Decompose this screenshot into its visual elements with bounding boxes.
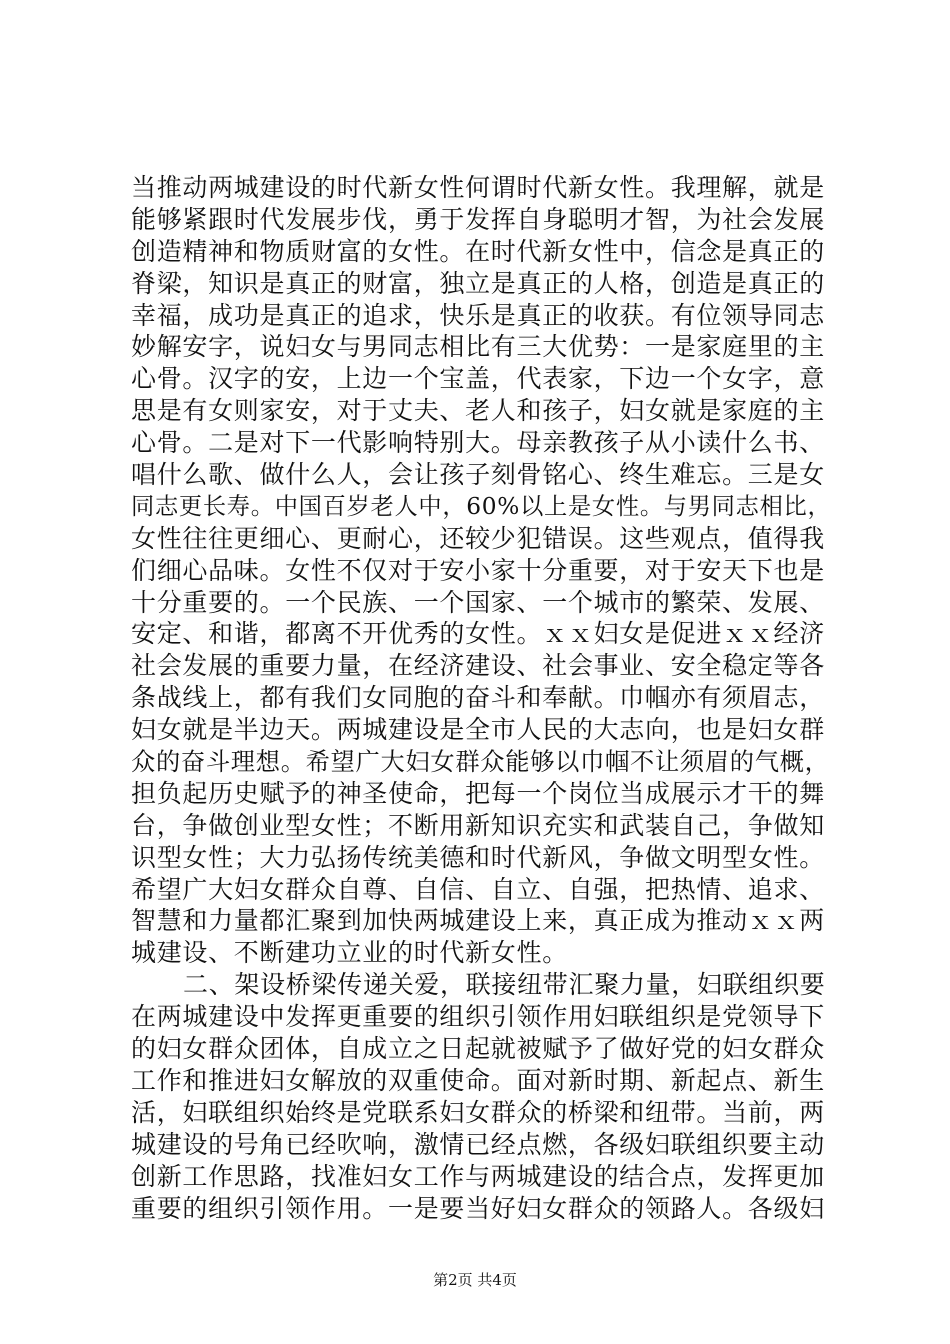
text-line: 智慧和力量都汇聚到加快两城建设上来，真正成为推动ｘｘ两 <box>131 906 825 936</box>
text-line: 众的奋斗理想。希望广大妇女群众能够以巾帼不让须眉的气概， <box>131 747 830 777</box>
text-line: 工作和推进妇女解放的双重使命。面对新时期、新起点、新生 <box>131 1065 825 1095</box>
text-line: 条战线上，都有我们女同胞的奋斗和奉献。巾帼亦有须眉志， <box>131 683 825 713</box>
text-line: 女性往往更细心、更耐心，还较少犯错误。这些观点，值得我 <box>131 523 825 553</box>
page-number: 第2页 共4页 <box>433 1271 517 1289</box>
text-line: 活，妇联组织始终是党联系妇女群众的桥梁和纽带。当前，两 <box>131 1097 825 1127</box>
text-line: 安定、和谐，都离不开优秀的女性。ｘｘ妇女是促进ｘｘ经济 <box>131 619 825 649</box>
text-line: 心骨。二是对下一代影响特别大。母亲教孩子从小读什么书、 <box>131 428 825 458</box>
text-line: 城建设、不断建功立业的时代新女性。 <box>131 938 568 968</box>
text-line: 脊梁，知识是真正的财富，独立是真正的人格，创造是真正的 <box>131 268 825 298</box>
text-line: 当推动两城建设的时代新女性何谓时代新女性。我理解，就是 <box>131 173 825 202</box>
text-line: 城建设的号角已经吹响，激情已经点燃，各级妇联组织要主动 <box>131 1129 825 1159</box>
text-line: 思是有女则家安，对于丈夫、老人和孩子，妇女就是家庭的主 <box>131 396 825 426</box>
body-text <box>131 172 831 1224</box>
text-line: 们细心品味。女性不仅对于安小家十分重要，对于安天下也是 <box>131 555 825 585</box>
text-line: 创新工作思路，找准妇女工作与两城建设的结合点，发挥更加 <box>131 1161 825 1191</box>
text-line: 台，争做创业型女性；不断用新知识充实和武装自己，争做知 <box>131 810 825 840</box>
text-line: 的妇女群众团体，自成立之日起就被赋予了做好党的妇女群众 <box>131 1034 825 1064</box>
text-line: 希望广大妇女群众自尊、自信、自立、自强，把热情、追求、 <box>131 874 825 904</box>
text-line: 同志更长寿。中国百岁老人中，60%以上是女性。与男同志相比， <box>131 492 832 520</box>
text-line: 在两城建设中发挥更重要的组织引领作用妇联组织是党领导下 <box>131 1002 825 1032</box>
text-line: 十分重要的。一个民族、一个国家、一个城市的繁荣、发展、 <box>131 587 825 617</box>
text-line: 识型女性；大力弘扬传统美德和时代新风，争做文明型女性。 <box>131 842 825 872</box>
text-line: 能够紧跟时代发展步伐，勇于发挥自身聪明才智，为社会发展 <box>131 204 825 234</box>
text-line: 幸福，成功是真正的追求，快乐是真正的收获。有位领导同志 <box>131 300 825 330</box>
text-line: 心骨。汉字的安，上边一个宝盖，代表家，下边一个女字，意 <box>131 364 825 394</box>
text-line: 妇女就是半边天。两城建设是全市人民的大志向，也是妇女群 <box>131 715 825 745</box>
text-line: 社会发展的重要力量，在经济建设、社会事业、安全稳定等各 <box>131 651 825 681</box>
text-line: 唱什么歌、做什么人，会让孩子刻骨铭心、终生难忘。三是女 <box>131 460 825 490</box>
text-line: 创造精神和物质财富的女性。在时代新女性中，信念是真正的 <box>131 236 825 266</box>
page-footer <box>0 1270 950 1290</box>
text-line: 重要的组织引领作用。一是要当好妇女群众的领路人。各级妇 <box>131 1193 825 1223</box>
text-line: 担负起历史赋予的神圣使命，把每一个岗位当成展示才干的舞 <box>131 778 825 808</box>
text-line: 妙解安字，说妇女与男同志相比有三大优势：一是家庭里的主 <box>131 332 825 362</box>
section-heading-line: 二、架设桥梁传递关爱，联接纽带汇聚力量，妇联组织要 <box>183 970 826 1000</box>
